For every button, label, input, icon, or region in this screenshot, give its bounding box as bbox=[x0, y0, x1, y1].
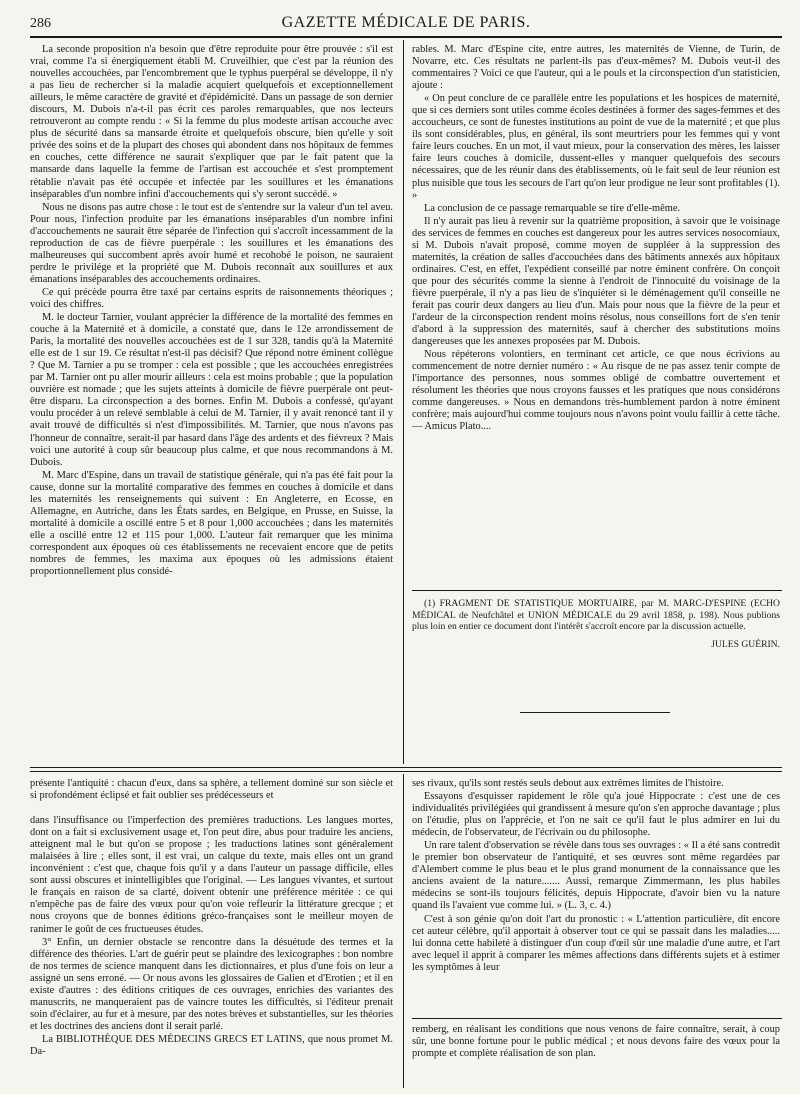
page-header bbox=[30, 12, 782, 36]
column-divider bbox=[403, 774, 404, 1088]
paragraph: présente l'antiquité : chacun d'eux, dans sa sphère, a tellement dominé sur son siècle et si profondément éclipsé et fait oublier ses prédécesseurs et bbox=[30, 778, 393, 802]
footnote-text: (1) FRAGMENT DE STATISTIQUE MORTUAIRE, par M. MARC-D'ESPINE (ECHO MÉDICAL de Neufchâtel et UNION MÉDICALE du 29 avril 1858, p. 198). Nous publions plus loin en entier ce document dont l'intérêt s'accroît encore par la discussion actuelle. bbox=[412, 598, 780, 633]
bottom-left-column bbox=[30, 778, 393, 1058]
paragraph: La seconde proposition n'a besoin que d'être reproduite pour être prouvée : s'il est vrai, comme l'a si énergiquement établi M. Cruveilhier, que c'est par la réunion des nouvelles accouchées, par l'encombrement que le typhus puerpéral se développe, il n'y a pas lieu de rechercher si la maladie acquiert quelquefois et exceptionnellement ailleurs, le même caractère de gravité et d'épidémicité. Dans un passage de son dernier discours, M. Dubois n'a-t-il pas écrit ces paroles remarquables, que nos lecteurs retrouveront au compte rendu : « Si la femme du plus modeste artisan accouche avec plus de sécurité dans sa mansarde étroite et quelquefois obscure, bien qu'elle y soit privée des soins et de la plupart des choses qui abondent dans nos hôpitaux de femmes en couches, cette différence ne saurait s'expliquer que par le fait patent que la mansarde dans laquelle la femme de l'artisan est accouchée et s'est promptement rétablie n'avait pas été occupée et infectée par les souillures et les émanations inséparables d'un nombre infini d'accouchements qui s'y seront succédé. » bbox=[30, 44, 393, 200]
signature: JULES GUÉRIN. bbox=[711, 638, 780, 650]
continuation-rule bbox=[412, 1018, 782, 1019]
paragraph: C'est à son génie qu'on doit l'art du pronostic : « L'attention particulière, dit encore cet auteur célèbre, qu'il apportait à observer tout ce qui se passait dans les maladies..... lui donna cette habileté à distinguer d'un coup d'œil sûr une maladie d'une autre, et l'art avec lequel il apprit à comparer les mêmes affections dans différents sujets et à estimer les symptômes à leur bbox=[412, 913, 780, 973]
paragraph: Ce qui précède pourra être taxé par certains esprits de raisonnements théoriques ; voici des chiffres. bbox=[30, 286, 393, 310]
section-divider bbox=[30, 767, 782, 772]
paragraph: Essayons d'esquisser rapidement le rôle qu'a joué Hippocrate : c'est une de ces individualités privilégiées qui grandissent à mesure qu'on s'en approche davantage ; plus on l'étudie, plus on l'apprécie, et l'on ne sait ce qu'il faut le plus admirer en lui du médecin, de l'observateur, de l'écrivain ou du philosophe. bbox=[412, 791, 780, 839]
section-end-rule bbox=[520, 712, 670, 713]
top-left-column bbox=[30, 44, 393, 578]
paragraph: remberg, en réalisant les conditions que nous venons de faire connaître, serait, à coup sûr, une bonne fortune pour le public médical ; et nous devons faire des vœux pour la prompte et complète réalisation de son plan. bbox=[412, 1024, 780, 1060]
paragraph: Nous ne disons pas autre chose : le tout est de s'entendre sur la valeur d'un tel aveu. Pour nous, l'infection produite par les émanations inséparables d'un nombre infini d'accouchements ne saurait être séparée de l'infection qui s'accroît incessamment de la reproduction de cas de fièvre puerpérale : les souillures et les émanations des malheureuses qui succombent après avoir humé et recohobé le poison, ne sauraient perdre le privilége et la propriété que M. Dubois reconnaît aux souillures et aux émanations inséparables des accouchements ordinaires. bbox=[30, 201, 393, 285]
paragraph: Un rare talent d'observation se révèle dans tous ses ouvrages : « Il a été sans contredit le premier bon observateur de l'antiquité, et ses œuvres sont même regardées par d'Alembert comme le plus beau et le plus grand monument de la connaissance que les anciens avaient de la nature....... Aussi, remarque Zimmermann, les plus habiles médecins se sont-ils toujours félicités, depuis Hippocrate, d'avoir bien vu la nature quand ils l'avaient vue comme lui. » (L. 3, c. 4.) bbox=[412, 840, 780, 912]
journal-title: GAZETTE MÉDICALE DE PARIS. bbox=[281, 14, 531, 31]
page-number: 286 bbox=[30, 16, 51, 31]
paragraph: La BIBLIOTHÈQUE DES MÉDECINS GRECS ET LATINS, que nous promet M. Da- bbox=[30, 1033, 393, 1057]
paragraph: 3° Enfin, un dernier obstacle se rencontre dans la désuétude des termes et la différence des théories. L'art de guérir peut se plaindre des lexicographes : bon nombre de nos termes de science manquent dans les dictionnaires, et plus d'une fois on leur a assigné un sens erroné. — Or nous avons les glossaires de Galien et d'Erotien ; et il en existe d'autres : des éditions critiques de ces ouvrages, enrichies des variantes des manuscrits, ne manqueraient pas de vaincre toutes les difficultés, si l'éditeur prenait soin d'éclairer, au fur et à mesure, par des notes brèves et substantielles, sur les théories et les doctrines des anciens dont il serait parlé. bbox=[30, 936, 393, 1032]
header-rule bbox=[30, 36, 782, 38]
quote-paragraph: « On peut conclure de ce parallèle entre les populations et les hospices de maternité, que si ces derniers sont utiles comme écoles destinées à former des sages-femmes et des accoucheurs, ce sont de funestes institutions au point de vue de la maternité ; et que plus ils sont considérables, plus, en général, ils sont meurtriers pour les femmes qui y vont faire leurs couches. En un mot, il vaut mieux, pour la conservation des mères, les laisser faire leurs couches à domicile, dussent-elles y manquer quelquefois des secours nécessaires, que de les réunir dans des établissements, où le fait seul de leur réunion est plus nuisible que tous les secours de l'art qu'on leur prodigue ne leur sont profitables (1). » bbox=[412, 93, 780, 201]
paragraph: M. Marc d'Espine, dans un travail de statistique générale, qui n'a pas été fait pour la cause, donne sur la mortalité comparative des femmes en couches à domicile et dans les maternités les renseignements qui suivent : En Angleterre, en Ecosse, en Allemagne, en Autriche, dans les États sardes, en Belgique, en Prusse, en Suisse, la mortalité à domicile a oscillé entre 5 et 8 pour 1,000 accouchées ; dans les maternités elle a oscillé entre 12 et 115 pour 1,000. L'auteur fait remarquer que les minima correspondent aux époques où ces établissements ne recevaient encore que de petits nombres de femmes, les maxima aux époques où les admissions étaient proportionnellement plus considé- bbox=[30, 469, 393, 578]
paragraph: ses rivaux, qu'ils sont restés seuls debout aux extrêmes limites de l'histoire. bbox=[412, 778, 724, 789]
paragraph: dans l'insuffisance ou l'imperfection des premières traductions. Les langues mortes, dont on a fait si exclusivement usage et, l'on peut dire, abus pour traduire les anciens, atteignent mal le but qu'on se propose ; les traductions latines sont généralement malaisées à lire ; elles sont, il est vrai, un calque du texte, mais elles ont un grand inconvénient : c'est que, chaque fois qu'il y a dans l'auteur un passage difficile, elles sont aussi obscures et inintelligibles que l'original. — Les langues vivantes, et surtout le français en raison de sa clarté, doivent obtenir une préférence méritée : ce qui n'empêche pas de faire des vœux pour qu'on voie refleurir la littérature grecque ; et nous croyons que de bonnes éditions gréco-françaises sont le meilleur moyen de ranimer le goût de ces fructueuses études. bbox=[30, 815, 393, 935]
footnote-rule bbox=[412, 590, 782, 591]
paragraph: rables. M. Marc d'Espine cite, entre autres, les maternités de Vienne, de Turin, de Novarre, etc. Ces résultats ne parlent-ils pas d'eux-mêmes? M. Dubois veut-il des commentaires ? Voici ce que l'auteur, qui a le pouls et la circonspection d'un statisticien, ajoute : bbox=[412, 44, 780, 92]
bottom-right-column bbox=[412, 778, 780, 974]
column-divider bbox=[403, 40, 404, 764]
paragraph: Il n'y aurait pas lieu à revenir sur la quatrième proposition, à savoir que le voisinage des services de femmes en couches est dangereux pour les autres services nosocomiaux, si M. Dubois n'avait proposé, comme moyen de suppléer à la suppression des maternités, la création de salles d'accouchées dans des bâtiments annexés aux hôpitaux ordinaires. C'est, en effet, l'expédient conseillé par notre éminent confrère. On conçoit que pour des sécurités comme la sienne à l'endroit de l'innocuité du voisinage de la fièvre puerpérale, il n'y a pas lieu de s'inquiéter si le déménagement qu'il conseille ne ferait pas courir deux dangers au lieu d'un. Mais pour nous que la fièvre de la peur et l'ardeur de la circonspection rendent moins résolus, nous conseillons fort de s'en tenir d'abord à la suppression des maternités, sauf à chercher des substitutions moins dangereuses que les annexes proposées par M. Dubois. bbox=[412, 215, 780, 348]
top-right-column bbox=[412, 44, 780, 434]
footnote bbox=[412, 598, 780, 650]
paragraph: La conclusion de ce passage remarquable se tire d'elle-même. bbox=[424, 202, 681, 214]
paragraph: Nous répéterons volontiers, en terminant cet article, ce que nous écrivions au commencement de notre dernier numéro : « Au risque de ne pas assez tenir compte de l'importance des personnes, nous sommes obligé de combattre ouvertement et résolument les théories que nous croyons fausses et les pratiques que nous considérons comme dangereuses. » Nous en demandons très-humblement pardon à notre éminent confrère; mais aujourd'hui comme toujours nous n'avons point voulu faillir à cette tâche. — Amicus Plato.... bbox=[412, 349, 780, 433]
paragraph: M. le docteur Tarnier, voulant apprécier la différence de la mortalité des femmes en couche à la Maternité et à domicile, a constaté que, dans le 12e arrondissement de Paris, la mortalité des nouvelles accouchées est de 1 sur 328, tandis qu'à la Maternité elle est de 1 sur 19. Ce résultat n'est-il pas décisif? Que répond notre éminent collègue ? Que M. Tarnier a pu se tromper : cela est possible ; que les accouchées enregistrées par M. Tarnier ont pu aller mourir ailleurs : cela est moins probable ; que la population ouvrière est nomade ; que les sujets atteints à domicile de fièvre puerpérale ont peut-être disparu. La circonspection a des bornes. Enfin M. Dubois a confessé, qu'ayant voulu procéder à un relevé semblable à celui de M. Tarnier, il y avait renoncé tant il y avait trouvé de difficultés si n'est d'impossibilités. M. Tarnier, que nous n'avons pas l'honneur de connaître, serait-il par hasard dans l'âge des ardents et des fiévreux ? Mais voici une autorité à coup sûr beaucoup plus calme, et que nous recommandons à M. Dubois. bbox=[30, 312, 393, 468]
bottom-right-continuation bbox=[412, 1024, 780, 1060]
